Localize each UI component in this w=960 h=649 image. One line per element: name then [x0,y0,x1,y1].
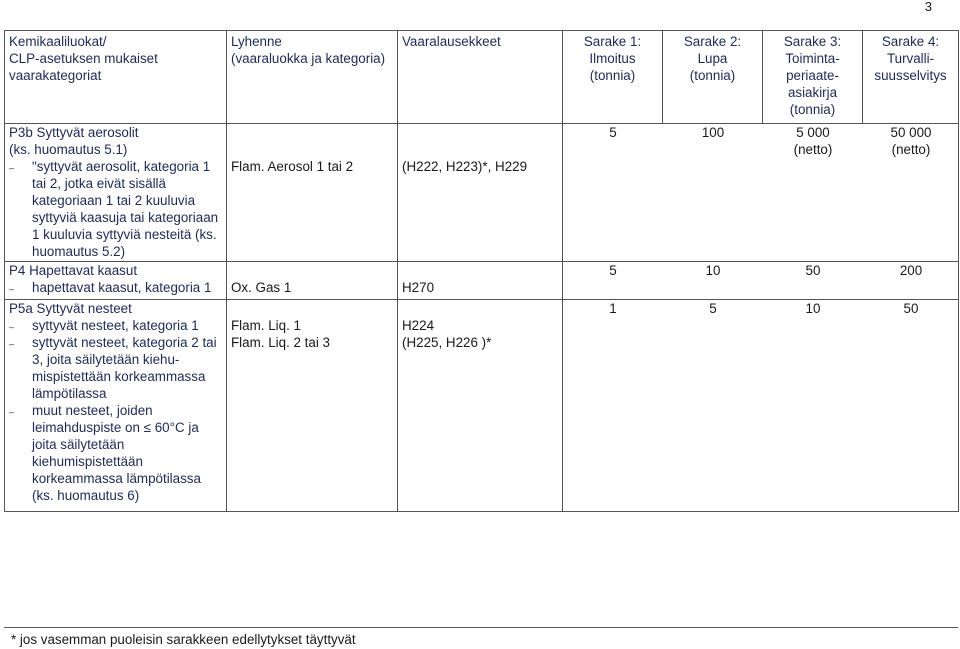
category-cell [5,300,227,512]
header-column-4: Sarake 4: Turvalli- suusselvitys [863,31,959,124]
quantity-cell [563,262,959,300]
table-row [5,124,959,262]
header-abbreviation: Lyhenne (vaaraluokka ja kategoria) [227,31,398,124]
column-2-value: 5 [709,301,717,316]
column-3-value: 50 [805,263,821,278]
header-column-3: Sarake 3: Toiminta- periaate- asiakirja (tonnia) [763,31,863,124]
footnote: * jos vasemman puoleisin sarakkeen edellytykset täyttyvät [11,632,356,647]
header-row [5,31,959,124]
abbreviation-cell: Flam. Liq. 1 Flam. Liq. 2 tai 3 [227,300,398,512]
header-column-1: Sarake 1: Ilmoitus (tonnia) [563,31,663,124]
list-item: – syttyvät nesteet, kategoria 1 [9,317,222,334]
hazard-category-table [4,30,959,512]
list-item: – muut nesteet, joiden leimahduspiste on ≤ 60°C ja joita säilytetään kiehumispistettään korkeammassa lämpötilassa (ks. huomautus 6) [9,402,222,504]
footnote-divider [4,627,958,628]
table-row [5,262,959,300]
list-item: – syttyvät nesteet, kategoria 2 tai 3, joita säilytetään kiehu-mispistettään korkeammassa lämpötilassa [9,334,222,402]
category-note: (ks. huomautus 5.1) [9,142,128,157]
column-1-value: 1 [609,301,617,316]
table-row [5,300,959,512]
column-3-value: 10 [805,301,821,316]
quantity-cell [563,300,959,512]
category-title: P3b Syttyvät aerosolit [9,125,139,140]
header-column-2: Sarake 2: Lupa (tonnia) [663,31,763,124]
list-item: – "syttyvät aerosolit, kategoria 1 tai 2, jotka eivät sisällä kategoriaan 1 tai 2 kuuluvia syttyviä kaasuja tai kategoriaan 1 kuuluvia syttyviä nesteitä (ks. huomautus 5.2) [9,158,222,260]
column-2-value: 100 [701,125,725,140]
category-items [9,317,222,504]
page-number: 3 [924,0,932,14]
quantity-cell [563,124,959,262]
column-4-value: 200 [899,263,923,278]
column-4-value: 50 [903,301,919,316]
hazard-cell: H224 (H225, H226 )* [398,300,563,512]
header-categories: Kemikaaliluokat/ CLP-asetuksen mukaiset vaarakategoriat [5,31,227,124]
header-hazard-statements: Vaaralausekkeet [398,31,563,124]
column-3-value-group: 5 000 (netto) [793,125,833,157]
category-title: P4 Hapettavat kaasut [9,263,138,278]
hazard-cell: (H222, H223)*, H229 [398,124,563,262]
column-4-value-group: 50 000 (netto) [890,125,932,157]
category-cell [5,262,227,300]
column-2-value: 10 [705,263,721,278]
category-items [9,158,222,260]
abbreviation-cell: Ox. Gas 1 [227,262,398,300]
column-1-value: 5 [609,125,617,140]
list-item: – hapettavat kaasut, kategoria 1 [9,279,222,296]
category-items [9,279,222,296]
abbreviation-cell: Flam. Aerosol 1 tai 2 [227,124,398,262]
hazard-cell: H270 [398,262,563,300]
category-cell [5,124,227,262]
column-1-value: 5 [609,263,617,278]
category-title: P5a Syttyvät nesteet [9,301,132,316]
